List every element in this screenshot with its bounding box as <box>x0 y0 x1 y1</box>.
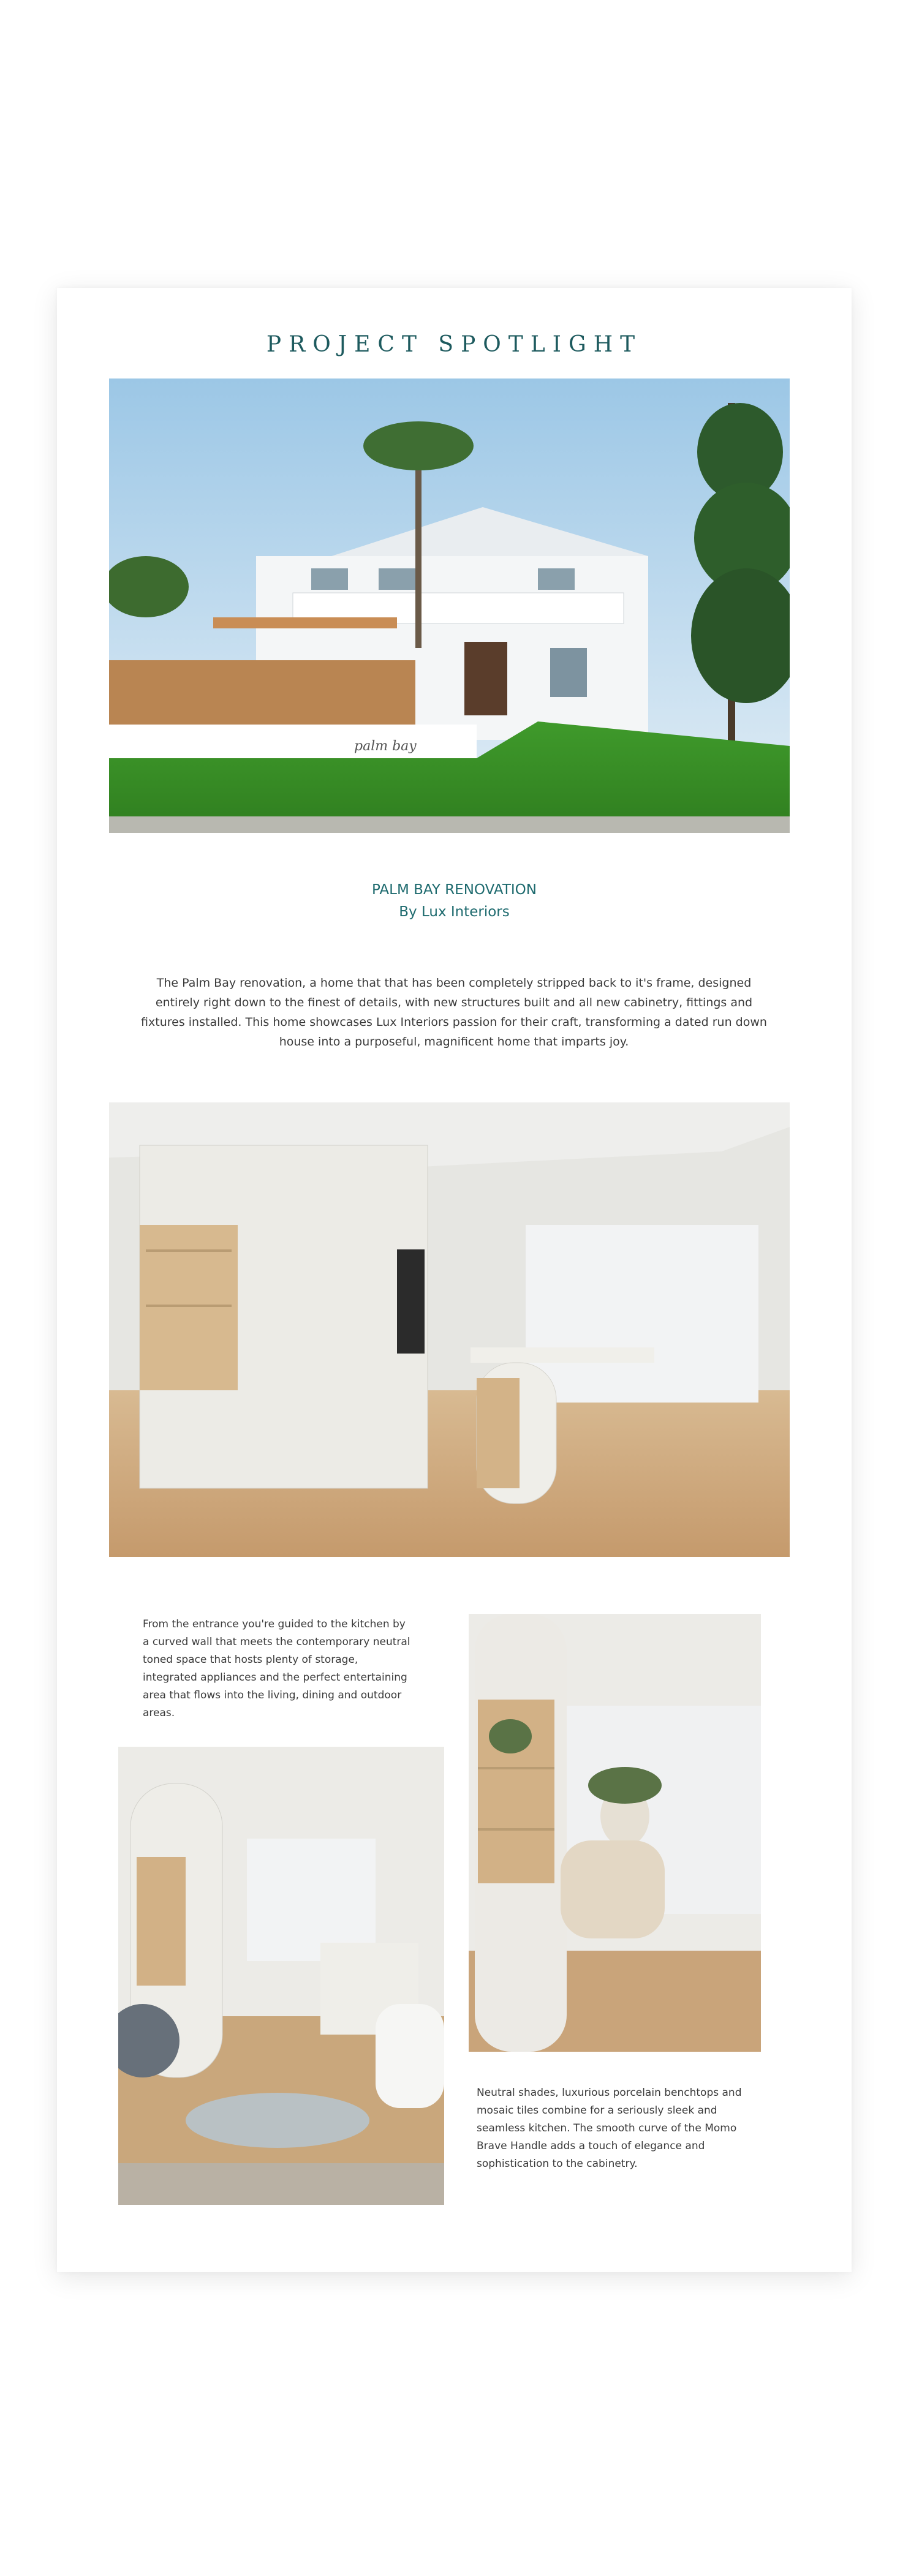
shelves-photo <box>469 1614 761 2052</box>
exterior-photo <box>109 378 790 833</box>
finishes-caption: Neutral shades, luxurious porcelain benchtops and mosaic tiles combine for a seriously sleek and seamless kitchen. The smooth curve of the Momo Brave Handle adds a touch of elegance and sophistication to the cabinetry. <box>477 2087 742 2170</box>
living-photo <box>118 1747 444 2205</box>
exterior-sign-text: palm bay <box>354 739 417 754</box>
project-name: PALM BAY RENOVATION <box>372 882 537 898</box>
spotlight-card <box>57 288 852 2272</box>
project-title-block <box>57 879 852 923</box>
kitchen-photo <box>109 1102 790 1557</box>
project-byline: By Lux Interiors <box>399 904 510 920</box>
page-title: PROJECT SPOTLIGHT <box>266 332 643 358</box>
kitchen-entrance-caption: From the entrance you're guided to the kitchen by a curved wall that meets the contemporary neutral toned space that hosts plenty of storage, integrated appliances and the perfect entertaining area that flows into the living, dining and outdoor areas. <box>143 1618 410 1719</box>
intro-paragraph: The Palm Bay renovation, a home that that has been completely stripped back to it's frame, designed entirely right down to the finest of details, with new structures built and all new cabinetry, fittings and fixtures installed. This home showcases Lux Interiors passion for their craft, transforming a dated run down house into a purposeful, magnificent home that imparts joy. <box>141 976 767 1049</box>
